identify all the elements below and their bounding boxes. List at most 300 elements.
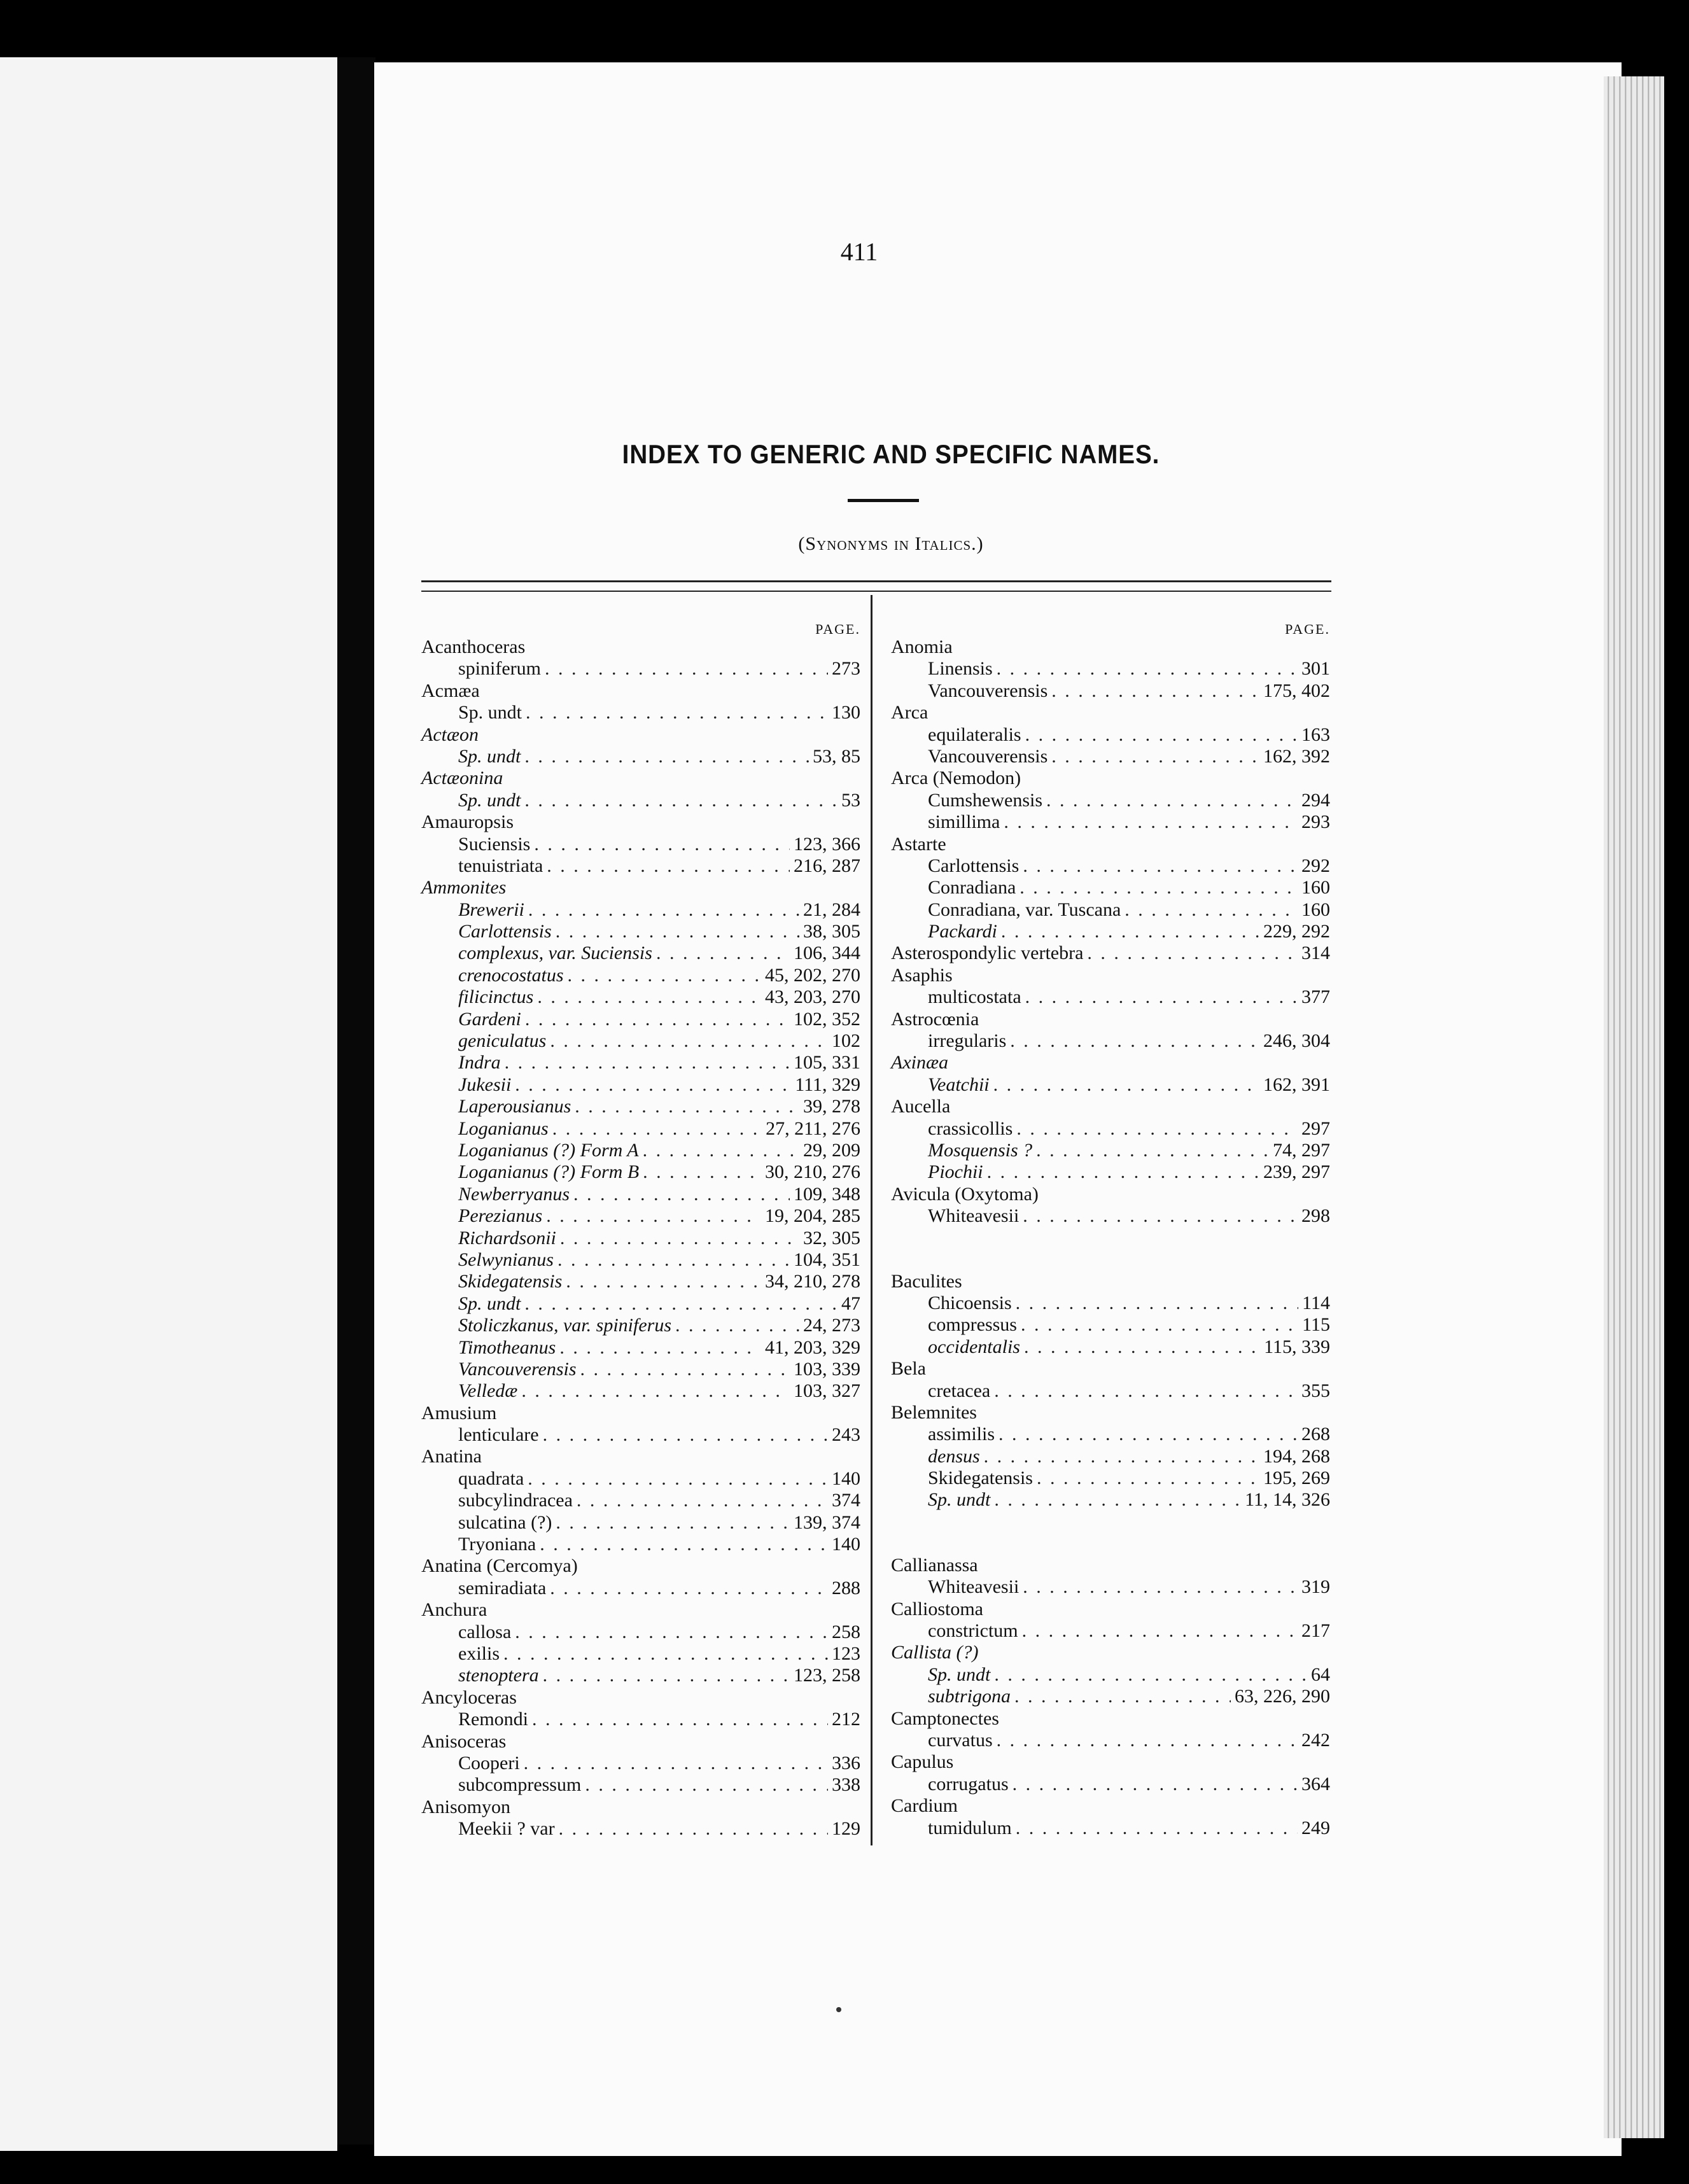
index-subentry <box>421 1293 860 1315</box>
index-subentry <box>421 1818 860 1840</box>
index-subentry <box>891 1292 1330 1314</box>
entry-page-numbers: 160 <box>1301 899 1330 920</box>
dot-leader <box>1001 921 1259 942</box>
page-subtitle: (Synonyms in Italics.) <box>798 533 984 554</box>
entry-page-numbers: 21, 284 <box>803 899 860 920</box>
dot-leader <box>1020 877 1298 899</box>
index-subentry <box>891 1620 1330 1642</box>
dot-leader <box>994 1664 1307 1686</box>
index-subentry <box>891 790 1330 811</box>
dot-leader <box>1046 790 1298 811</box>
index-subentry <box>891 680 1330 702</box>
dot-leader <box>580 1359 790 1380</box>
entry-name: Callianassa <box>891 1554 978 1576</box>
dot-leader <box>525 1009 790 1030</box>
index-subentry <box>891 1467 1330 1489</box>
dot-leader <box>1036 1140 1269 1161</box>
entry-name: Carlottensis <box>928 855 1020 876</box>
entry-name: spiniferum <box>458 658 541 680</box>
entry-name: Camptonectes <box>891 1707 999 1729</box>
entry-name: Chicoensis <box>928 1292 1012 1313</box>
entry-name: subcompressum <box>458 1774 582 1796</box>
page-number: 411 <box>840 237 878 266</box>
entry-name: Arca <box>891 702 929 724</box>
dot-leader <box>993 1074 1259 1096</box>
entry-page-numbers: 43, 203, 270 <box>765 986 860 1008</box>
dot-leader <box>505 1052 790 1074</box>
dot-leader <box>550 1578 828 1599</box>
entry-name: equilateralis <box>928 724 1021 745</box>
index-subentry <box>891 1576 1330 1598</box>
index-subentry <box>421 1468 860 1490</box>
entry-page-numbers: 249 <box>1301 1817 1330 1838</box>
dot-leader <box>1023 1205 1298 1227</box>
entry-name: Timotheanus <box>458 1336 556 1358</box>
entry-name: crassicollis <box>928 1117 1013 1139</box>
entry-name: Vancouverensis <box>458 1358 577 1380</box>
entry-name: Gardeni <box>458 1008 521 1030</box>
dot-leader <box>559 1818 828 1840</box>
entry-name: Baculites <box>891 1270 962 1292</box>
entry-name: lenticulare <box>458 1424 539 1446</box>
entry-page-numbers: 34, 210, 278 <box>765 1271 860 1292</box>
index-subentry <box>891 1030 1330 1052</box>
entry-page-numbers: 123, 366 <box>794 833 860 855</box>
index-genus-entry <box>891 1555 1330 1576</box>
index-subentry <box>421 1249 860 1271</box>
entry-page-numbers: 123, 258 <box>794 1665 860 1686</box>
entry-name: Aucella <box>891 1096 951 1117</box>
entry-name: Anatina (Cercomya) <box>421 1555 578 1577</box>
dot-leader <box>550 1030 828 1052</box>
entry-page-numbers: 53, 85 <box>813 745 860 767</box>
entry-name: Asterospondylic vertebra <box>891 942 1084 964</box>
index-subentry <box>421 1161 860 1183</box>
entry-name: complexus, var. Suciensis <box>458 942 652 964</box>
entry-name: Anomia <box>891 636 953 657</box>
entry-page-numbers: 27, 211, 276 <box>766 1117 860 1139</box>
entry-page-numbers: 336 <box>832 1752 860 1774</box>
index-genus-entry <box>891 1009 1330 1030</box>
index-subentry <box>891 1446 1330 1467</box>
entry-page-numbers: 288 <box>832 1577 860 1599</box>
index-subentry <box>421 1140 860 1161</box>
page-column-header: PAGE. <box>1285 621 1330 637</box>
entry-name: Sp. undt <box>458 745 521 767</box>
index-genus-entry <box>421 680 860 702</box>
entry-name: Meekii ? var <box>458 1818 555 1840</box>
entry-name: Mosquensis ? <box>928 1139 1033 1161</box>
entry-page-numbers: 217 <box>1301 1620 1330 1642</box>
dot-leader <box>547 855 790 877</box>
entry-page-numbers: 268 <box>1301 1424 1330 1445</box>
dot-leader <box>524 746 809 767</box>
entry-name: Actæonina <box>421 767 503 789</box>
index-genus-entry <box>891 1096 1330 1117</box>
entry-name: Capulus <box>891 1751 954 1773</box>
entry-name: Callista (?) <box>891 1642 979 1663</box>
entry-name: tumidulum <box>928 1817 1012 1838</box>
entry-page-numbers: 292 <box>1301 855 1330 876</box>
index-subentry <box>891 1205 1330 1227</box>
entry-name: Velledæ <box>458 1380 518 1402</box>
index-subentry <box>891 1489 1330 1511</box>
dot-leader <box>545 658 828 680</box>
dot-leader <box>1021 1314 1298 1336</box>
dot-leader <box>1025 986 1298 1008</box>
dot-leader <box>537 986 761 1008</box>
entry-name: Linensis <box>928 658 993 680</box>
dot-leader <box>994 1489 1241 1511</box>
index-genus-entry <box>891 942 1330 964</box>
index-subentry <box>421 658 860 680</box>
entry-page-numbers: 338 <box>832 1774 860 1796</box>
entry-name: Calliostoma <box>891 1598 983 1620</box>
entry-name: Whiteavesii <box>928 1576 1020 1598</box>
entry-name: Packardi <box>928 921 997 942</box>
index-subentry <box>891 855 1330 877</box>
index-subentry <box>891 1140 1330 1161</box>
entry-name: Indra <box>458 1052 501 1074</box>
index-subentry <box>891 1686 1330 1707</box>
entry-name: cretacea <box>928 1380 991 1401</box>
entry-page-numbers: 194, 268 <box>1263 1445 1330 1467</box>
entry-page-numbers: 102 <box>832 1030 860 1052</box>
entry-name: Vancouverensis <box>928 680 1048 701</box>
entry-page-numbers: 103, 339 <box>794 1358 860 1380</box>
entry-name: Remondi <box>458 1709 528 1730</box>
index-subentry <box>891 1424 1330 1445</box>
dot-leader <box>568 965 761 986</box>
entry-name: Arca (Nemodon) <box>891 767 1021 789</box>
dot-leader <box>997 1730 1298 1751</box>
entry-name: Avicula (Oxytoma) <box>891 1183 1039 1205</box>
dot-leader <box>524 790 837 811</box>
entry-page-numbers: 162, 392 <box>1263 745 1330 767</box>
index-subentry <box>891 1774 1330 1795</box>
dot-leader <box>1010 1030 1259 1052</box>
entry-name: Sp. undt <box>458 789 521 811</box>
entry-name: geniculatus <box>458 1030 547 1052</box>
index-subentry <box>421 942 860 964</box>
entry-page-numbers: 102, 352 <box>794 1008 860 1030</box>
entry-name: crenocostatus <box>458 964 564 986</box>
entry-name: Loganianus <box>458 1117 549 1139</box>
dot-leader <box>526 702 828 724</box>
entry-page-numbers: 297 <box>1301 1117 1330 1139</box>
index-subentry <box>421 855 860 877</box>
entry-page-numbers: 374 <box>832 1490 860 1511</box>
entry-page-numbers: 216, 287 <box>794 855 860 876</box>
dot-leader <box>1037 1467 1259 1489</box>
book-spine <box>337 57 375 2145</box>
dot-leader <box>528 899 799 921</box>
entry-name: Conradiana, var. Tuscana <box>928 899 1121 920</box>
entry-name: Actæon <box>421 724 479 745</box>
index-subentry <box>421 1709 860 1730</box>
entry-name: tenuistriata <box>458 855 543 876</box>
dot-leader <box>984 1446 1259 1467</box>
entry-page-numbers: 273 <box>832 658 860 680</box>
entry-name: Axinæa <box>891 1052 948 1074</box>
entry-name: corrugatus <box>928 1773 1009 1795</box>
dot-leader <box>552 1118 762 1140</box>
index-subentry <box>891 1380 1330 1402</box>
entry-name: assimilis <box>928 1424 995 1445</box>
entry-page-numbers: 105, 331 <box>794 1052 860 1074</box>
entry-page-numbers: 39, 278 <box>803 1096 860 1117</box>
index-subentry <box>891 746 1330 767</box>
index-subentry <box>891 724 1330 746</box>
index-genus-entry <box>421 767 860 789</box>
title-rule <box>848 499 919 502</box>
index-genus-entry <box>891 767 1330 789</box>
entry-name: Skidegatensis <box>458 1271 563 1292</box>
entry-name: Brewerii <box>458 899 524 920</box>
entry-name: Jukesii <box>458 1074 512 1095</box>
entry-page-numbers: 364 <box>1301 1773 1330 1795</box>
entry-name: Selwynianus <box>458 1249 554 1270</box>
dot-leader <box>543 1424 828 1446</box>
dot-leader <box>1014 1686 1231 1707</box>
dot-leader <box>1022 1620 1298 1642</box>
entry-name: Ancyloceras <box>421 1686 517 1708</box>
dot-leader <box>656 942 790 964</box>
index-subentry <box>891 811 1330 833</box>
dot-leader <box>556 921 799 942</box>
entry-name: Loganianus (?) Form B <box>458 1161 640 1183</box>
dot-leader <box>1051 746 1259 767</box>
entry-page-numbers: 298 <box>1301 1205 1330 1227</box>
page-title: INDEX TO GENERIC AND SPECIFIC NAMES. <box>622 439 1160 469</box>
entry-page-numbers: 246, 304 <box>1263 1030 1330 1052</box>
entry-page-numbers: 175, 402 <box>1263 680 1330 701</box>
entry-name: Whiteavesii <box>928 1205 1020 1227</box>
dot-leader <box>1051 680 1259 702</box>
entry-name: Sp. undt <box>928 1489 991 1511</box>
entry-name: Conradiana <box>928 877 1016 899</box>
entry-name: constrictum <box>928 1620 1018 1642</box>
index-genus-entry <box>421 877 860 899</box>
index-subentry <box>891 1161 1330 1183</box>
entry-name: Amusium <box>421 1402 497 1424</box>
entry-name: subtrigona <box>928 1686 1011 1707</box>
index-subentry <box>421 1315 860 1336</box>
index-subentry <box>421 834 860 855</box>
dot-leader <box>559 1337 761 1359</box>
index-subentry <box>421 1009 860 1030</box>
entry-page-numbers: 74, 297 <box>1273 1139 1330 1161</box>
dot-leader <box>1125 899 1298 921</box>
index-subentry <box>891 1664 1330 1686</box>
entry-page-numbers: 229, 292 <box>1263 921 1330 942</box>
entry-page-numbers: 45, 202, 270 <box>765 964 860 986</box>
entry-name: Bela <box>891 1358 926 1380</box>
entry-name: Belemnites <box>891 1401 977 1423</box>
entry-page-numbers: 163 <box>1301 724 1330 745</box>
dot-leader <box>534 834 790 855</box>
dot-leader <box>1024 1336 1260 1358</box>
entry-page-numbers: 212 <box>832 1709 860 1730</box>
index-genus-entry <box>421 1599 860 1621</box>
entry-page-numbers: 123 <box>832 1642 860 1664</box>
index-genus-entry <box>421 1731 860 1753</box>
index-subentry <box>421 921 860 942</box>
entry-name: callosa <box>458 1621 512 1642</box>
index-genus-entry <box>891 1751 1330 1773</box>
index-subentry <box>421 1380 860 1402</box>
index-genus-entry <box>891 1184 1330 1205</box>
dot-leader <box>999 1424 1298 1445</box>
entry-page-numbers: 129 <box>832 1818 860 1840</box>
index-subentry <box>421 1074 860 1096</box>
entry-page-numbers: 243 <box>832 1424 860 1446</box>
entry-page-numbers: 64 <box>1311 1663 1330 1685</box>
entry-name: irregularis <box>928 1030 1007 1052</box>
index-genus-entry <box>891 1402 1330 1424</box>
index-subentry <box>421 1424 860 1446</box>
header-rule <box>421 580 1331 582</box>
entry-name: Anatina <box>421 1446 482 1467</box>
index-genus-entry <box>891 965 1330 986</box>
dot-leader <box>566 1271 761 1292</box>
index-subentry <box>421 1534 860 1555</box>
entry-name: Vancouverensis <box>928 745 1048 767</box>
entry-page-numbers: 104, 351 <box>794 1249 860 1270</box>
entry-name: Newberryanus <box>458 1183 570 1205</box>
entry-name: subcylindracea <box>458 1490 573 1511</box>
index-genus-entry <box>891 1052 1330 1074</box>
index-subentry <box>421 1096 860 1117</box>
index-genus-entry <box>891 1599 1330 1620</box>
entry-name: Piochii <box>928 1161 983 1183</box>
entry-page-numbers: 239, 297 <box>1263 1161 1330 1183</box>
index-genus-entry <box>891 1271 1330 1292</box>
entry-page-numbers: 294 <box>1301 789 1330 811</box>
index-genus-entry <box>421 1403 860 1424</box>
column-divider <box>871 595 873 1845</box>
entry-name: stenoptera <box>458 1665 539 1686</box>
entry-page-numbers: 115 <box>1302 1314 1330 1336</box>
entry-page-numbers: 258 <box>832 1621 860 1642</box>
entry-name: exilis <box>458 1642 500 1664</box>
dot-leader <box>1016 1118 1298 1140</box>
entry-name: Sp. undt <box>458 1292 521 1314</box>
entry-page-numbers: 139, 374 <box>794 1511 860 1533</box>
dot-leader <box>573 1184 790 1205</box>
entry-page-numbers: 115, 339 <box>1264 1336 1330 1357</box>
entry-page-numbers: 53 <box>841 789 860 811</box>
entry-page-numbers: 41, 203, 329 <box>765 1336 860 1358</box>
entry-name: Suciensis <box>458 833 531 855</box>
dot-leader <box>515 1074 791 1096</box>
dot-leader <box>515 1621 828 1643</box>
entry-page-numbers: 32, 305 <box>803 1227 860 1249</box>
index-genus-entry <box>891 702 1330 724</box>
entry-name: Astrocœnia <box>891 1008 979 1030</box>
entry-page-numbers: 114 <box>1302 1292 1330 1313</box>
entry-page-numbers: 63, 226, 290 <box>1235 1686 1330 1707</box>
entry-name: Cardium <box>891 1795 958 1817</box>
index-subentry <box>891 1074 1330 1096</box>
entry-page-numbers: 162, 391 <box>1263 1074 1330 1095</box>
entry-name: Veatchii <box>928 1074 990 1095</box>
dot-leader <box>1087 942 1298 964</box>
entry-name: Perezianus <box>458 1205 543 1227</box>
entry-name: Skidegatensis <box>928 1467 1033 1489</box>
index-subentry <box>421 965 860 986</box>
entry-name: Acmæa <box>421 680 480 701</box>
entry-name: densus <box>928 1445 980 1467</box>
entry-name: Laperousianus <box>458 1096 571 1117</box>
index-subentry <box>421 1621 860 1643</box>
entry-name: Anisoceras <box>421 1730 507 1752</box>
dot-leader <box>503 1643 828 1665</box>
entry-page-numbers: 109, 348 <box>794 1183 860 1205</box>
index-subentry <box>891 899 1330 921</box>
entry-page-numbers: 314 <box>1301 942 1330 964</box>
entry-name: Stoliczkanus, var. spiniferus <box>458 1315 671 1336</box>
entry-name: Astarte <box>891 833 946 855</box>
dot-leader <box>1023 855 1298 877</box>
index-genus-entry <box>891 1642 1330 1663</box>
entry-name: Ammonites <box>421 877 507 899</box>
dot-leader <box>577 1490 828 1511</box>
index-subentry <box>421 899 860 921</box>
entry-page-numbers: 111, 329 <box>795 1074 860 1095</box>
index-subentry <box>891 1730 1330 1751</box>
entry-page-numbers: 103, 327 <box>794 1380 860 1402</box>
entry-name: filicinctus <box>458 986 534 1008</box>
entry-page-numbers: 195, 269 <box>1263 1467 1330 1489</box>
entry-page-numbers: 140 <box>832 1534 860 1555</box>
index-genus-entry <box>421 1446 860 1467</box>
index-genus-entry <box>891 1795 1330 1817</box>
index-subentry <box>421 1271 860 1292</box>
index-subentry <box>421 702 860 724</box>
dot-leader <box>994 1380 1298 1402</box>
entry-name: simillima <box>928 811 1000 833</box>
index-subentry <box>891 1314 1330 1336</box>
entry-name: Anisomyon <box>421 1796 511 1817</box>
page-edges <box>1604 76 1664 2138</box>
dot-leader <box>556 1512 790 1534</box>
index-subentry <box>421 1490 860 1511</box>
index-column-right <box>891 621 1330 1839</box>
entry-name: Carlottensis <box>458 921 552 942</box>
entry-name: quadrata <box>458 1467 524 1489</box>
dot-leader <box>524 1753 828 1774</box>
entry-page-numbers: 19, 204, 285 <box>765 1205 860 1227</box>
index-genus-entry <box>421 636 860 658</box>
entry-page-numbers: 160 <box>1301 877 1330 899</box>
index-subentry <box>421 1184 860 1205</box>
entry-name: compressus <box>928 1314 1017 1336</box>
entry-page-numbers: 130 <box>832 702 860 724</box>
entry-page-numbers: 319 <box>1301 1576 1330 1598</box>
dot-leader <box>540 1534 828 1555</box>
header-rule <box>421 591 1331 592</box>
index-subentry <box>421 1205 860 1227</box>
dot-leader <box>997 658 1298 680</box>
entry-name: Cooperi <box>458 1752 520 1774</box>
index-genus-entry <box>421 811 860 833</box>
ink-mark <box>836 2007 841 2012</box>
dot-leader <box>546 1205 761 1227</box>
dot-leader <box>1016 1817 1298 1839</box>
index-subentry <box>421 986 860 1008</box>
index-subentry <box>421 1512 860 1534</box>
